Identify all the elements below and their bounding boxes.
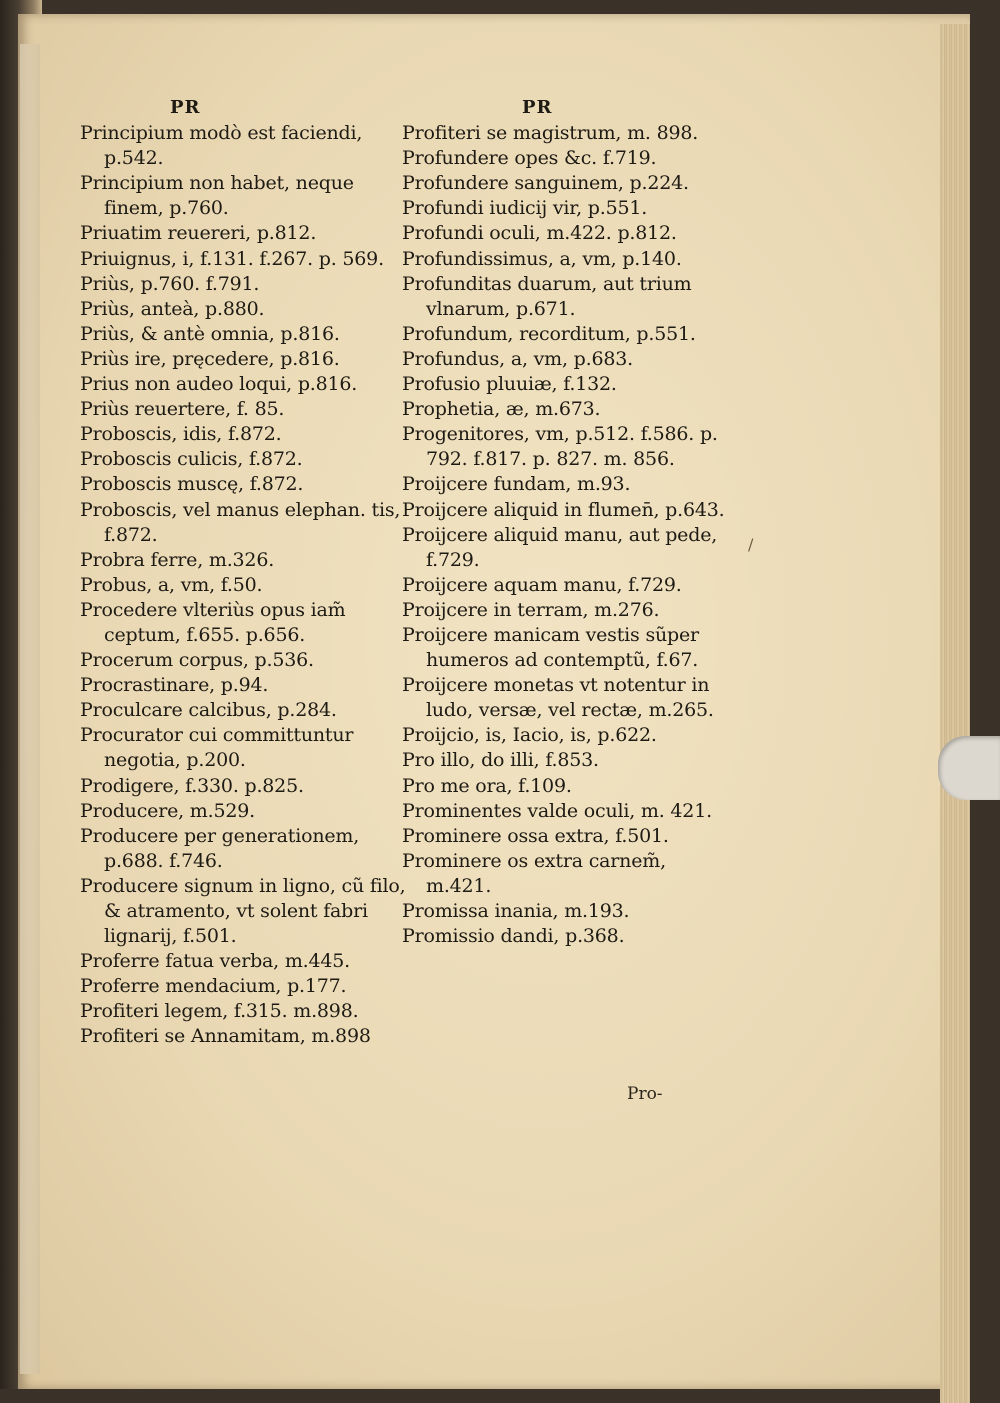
left-column [80, 95, 410, 1050]
index-entry: Producere per generationem, p.688. f.746. [80, 824, 360, 872]
index-entry: Profundere opes &c. f.719. [402, 147, 657, 170]
index-entry: Profunditas duarum, aut trium vlnarum, p.671. [402, 272, 692, 320]
right-column [402, 95, 732, 949]
index-entry: Priuignus, i, f.131. f.267. p. 569. [80, 247, 384, 270]
index-entry: Proboscis muscę, f.872. [80, 473, 304, 496]
index-entry: Pro illo, do illi, f.853. [402, 749, 599, 772]
page-edge [940, 24, 970, 1403]
index-entry: Procedere vlteriùs opus iam̃ ceptum, f.655. p.656. [80, 598, 346, 646]
index-entry: Proferre mendacium, p.177. [80, 975, 347, 998]
index-entry: Prius non audeo loqui, p.816. [80, 373, 358, 396]
index-entry: Profusio pluuiæ, f.132. [402, 373, 617, 396]
left-column-heading: PR [170, 97, 201, 118]
index-entry: Proijcere monetas vt notentur in ludo, versæ, vel rectæ, m.265. [402, 674, 714, 722]
index-entry: Priùs, anteà, p.880. [80, 297, 265, 320]
index-entry: Proijcere manicam vestis sũper humeros ad contemptũ, f.67. [402, 623, 699, 672]
index-entry: Priuatim reuereri, p.812. [80, 222, 317, 245]
index-entry: Profundum, recorditum, p.551. [402, 322, 696, 345]
index-entry: Procrastinare, p.94. [80, 674, 269, 697]
index-entry: Probus, a, vm, f.50. [80, 573, 263, 596]
index-entry: Procerum corpus, p.536. [80, 649, 314, 672]
index-entry: Proculcare calcibus, p.284. [80, 699, 337, 722]
index-entry: Proijcere in terram, m.276. [402, 598, 660, 621]
index-entry: Producere signum in ligno, cũ filo, & atramento, vt solent fabri lignarij, f.501. [80, 874, 406, 948]
index-entry: Proijcere aliquid in flumen̄, p.643. [402, 498, 725, 521]
index-entry: Principium modò est faciendi, p.542. [80, 122, 363, 170]
index-entry: Probra ferre, m.326. [80, 548, 275, 571]
index-entry: Progenitores, vm, p.512. f.586. p. 792. f.817. p. 827. m. 856. [402, 423, 718, 471]
index-entry: Proijcio, is, Iacio, is, p.622. [402, 724, 657, 747]
index-entry: Profiteri se Annamitam, m.898 [80, 1025, 371, 1048]
pen-mark: / [748, 535, 754, 554]
index-entry: Proboscis, idis, f.872. [80, 423, 282, 446]
index-entry: Prodigere, f.330. p.825. [80, 774, 304, 797]
index-entry: Prominere ossa extra, f.501. [402, 824, 669, 847]
right-entries [402, 121, 732, 949]
index-entry: Priùs reuertere, f. 85. [80, 398, 285, 421]
index-tab [938, 736, 1000, 800]
index-entry: Proferre fatua verba, m.445. [80, 950, 351, 973]
index-entry: Pro me ora, f.109. [402, 774, 572, 797]
left-entries [80, 121, 410, 1049]
index-entry: Proboscis, vel manus elephan. tis, f.872. [80, 498, 401, 546]
index-entry: Prominere os extra carnem̃, m.421. [402, 849, 666, 897]
index-entry: Profundere sanguinem, p.224. [402, 172, 689, 195]
index-entry: Procurator cui committuntur negotia, p.200. [80, 724, 354, 772]
index-entry: Profiteri se magistrum, m. 898. [402, 122, 699, 145]
index-entry: Profiteri legem, f.315. m.898. [80, 1000, 359, 1023]
index-entry: Promissa inania, m.193. [402, 900, 630, 922]
index-entry: Promissio dandi, p.368. [402, 925, 625, 948]
index-entry: Prominentes valde oculi, m. 421. [402, 799, 712, 822]
index-entry: Profundus, a, vm, p.683. [402, 347, 633, 370]
index-entry: Producere, m.529. [80, 799, 255, 822]
right-column-heading: PR [522, 97, 553, 118]
index-entry: Profundi iudicij vir, p.551. [402, 197, 648, 220]
index-entry: Principium non habet, neque finem, p.760. [80, 172, 354, 220]
binding-tape [20, 44, 40, 1374]
index-entry: Priùs, & antè omnia, p.816. [80, 322, 340, 345]
index-entry: Profundissimus, a, vm, p.140. [402, 247, 682, 270]
index-entry: Priùs ire, pręcedere, p.816. [80, 347, 340, 370]
index-entry: Prophetia, æ, m.673. [402, 398, 601, 421]
index-entry: Profundi oculi, m.422. p.812. [402, 222, 677, 245]
index-entry: Priùs, p.760. f.791. [80, 272, 260, 295]
index-entry: Proijcere aquam manu, f.729. [402, 573, 682, 596]
index-entry: Proijcere aliquid manu, aut pede, f.729. [402, 523, 718, 571]
index-entry: Proboscis culicis, f.872. [80, 448, 303, 471]
catchword: Pro- [627, 1084, 663, 1104]
index-entry: Proijcere fundam, m.93. [402, 473, 631, 496]
